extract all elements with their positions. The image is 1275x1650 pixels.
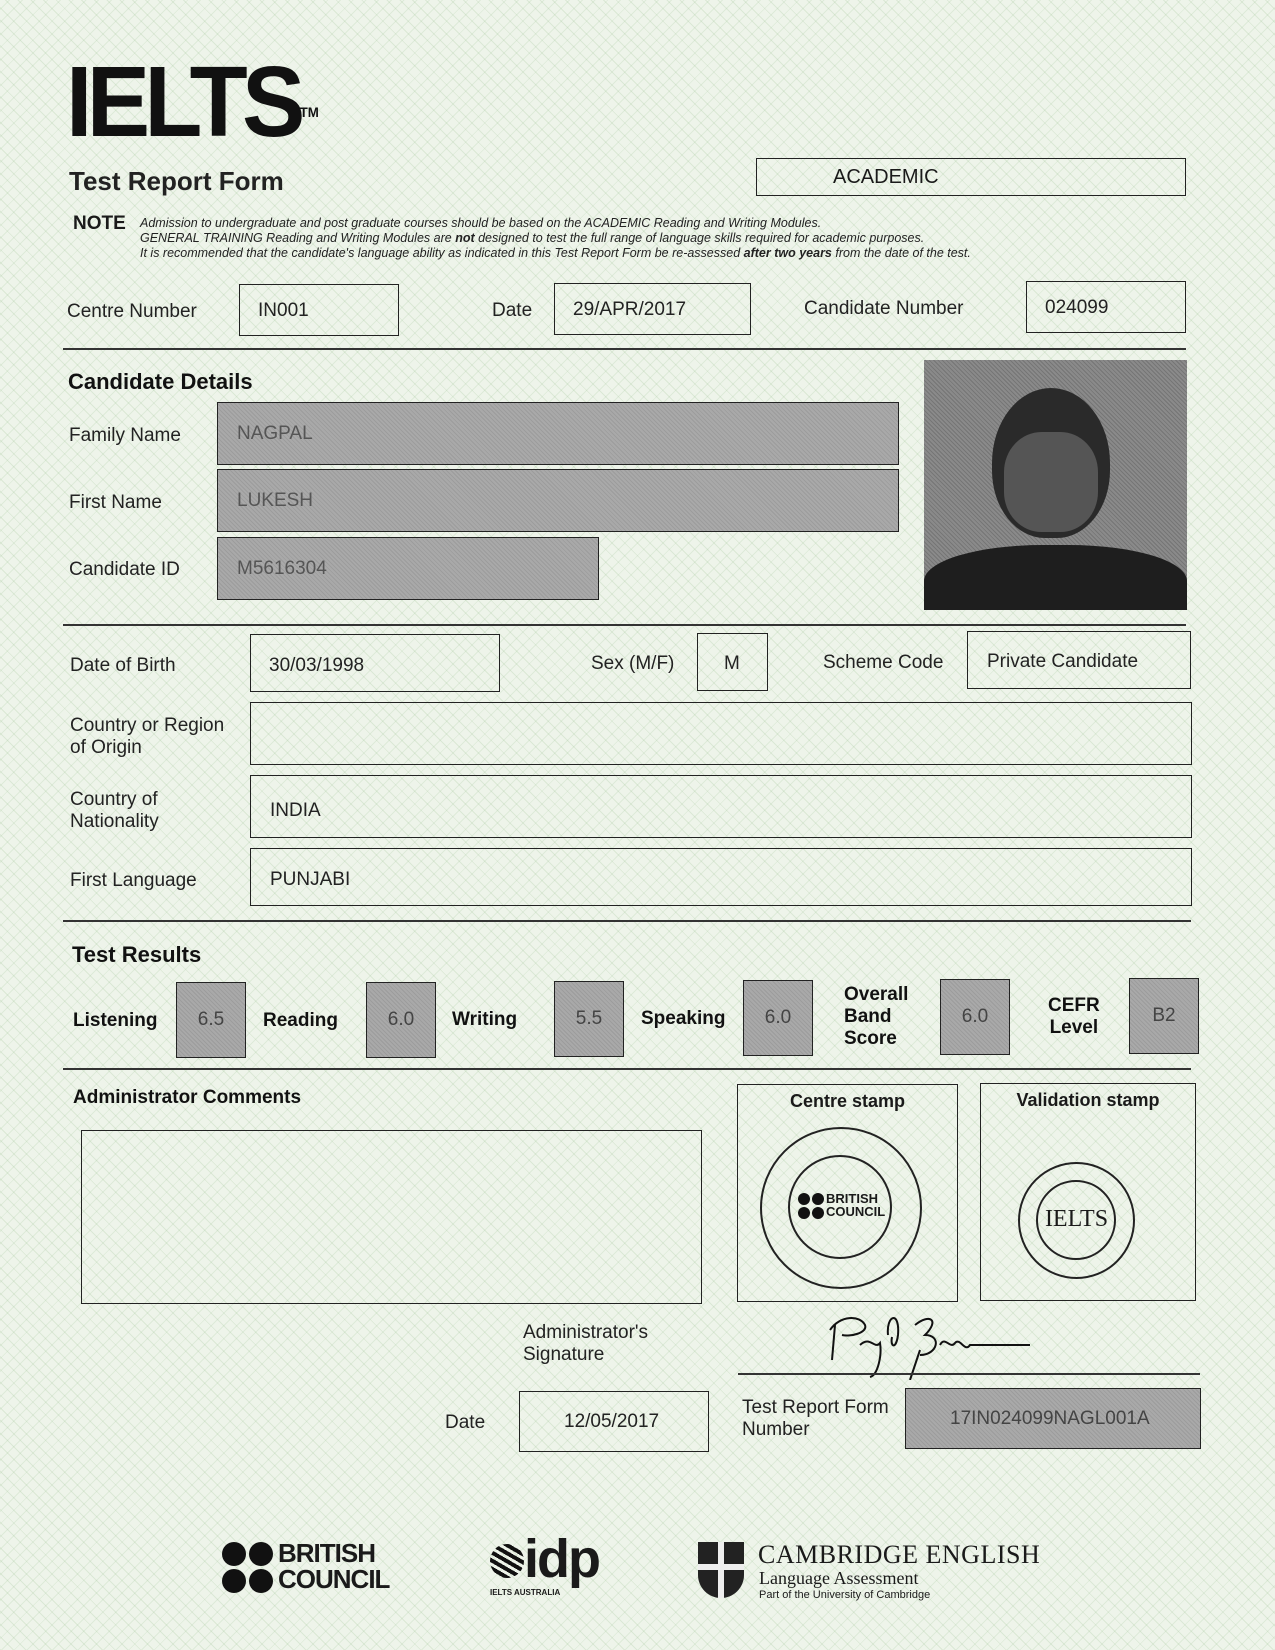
note-line-1: Admission to undergraduate and post graduate courses should be based on the ACADEMIC Reading and Writing Modules.: [140, 216, 822, 230]
candidate-id-label: Candidate ID: [69, 559, 180, 580]
idp-globe-icon: [490, 1544, 524, 1578]
overall-band-label: Overall Band Score: [844, 984, 909, 1049]
british-council-dots-icon: [222, 1542, 273, 1593]
admin-comments-box: [81, 1130, 702, 1304]
family-name-label: Family Name: [69, 425, 181, 446]
divider: [63, 1068, 1191, 1070]
centre-number-field: [239, 284, 399, 336]
origin-label: Country or Region of Origin: [70, 715, 225, 758]
dob-value: 30/03/1998: [269, 655, 365, 676]
trf-number-field: [905, 1388, 1201, 1449]
divider: [63, 348, 1186, 350]
note-label: NOTE: [73, 213, 126, 234]
first-language-value: PUNJABI: [270, 869, 351, 890]
candidate-number-value: 024099: [1045, 297, 1109, 318]
family-name-value: NAGPAL: [237, 423, 313, 444]
admin-signature-label: Administrator's Signature: [523, 1322, 649, 1365]
cefr-level-value: B2: [1129, 978, 1199, 1054]
test-results-title: Test Results: [72, 942, 202, 967]
divider: [63, 624, 1186, 626]
issue-date-label: Date: [445, 1412, 486, 1433]
issue-date-value: 12/05/2017: [564, 1411, 660, 1432]
admin-comments-title: Administrator Comments: [73, 1087, 302, 1108]
cambridge-logo: [698, 1540, 1078, 1602]
photo-face: [1004, 432, 1098, 532]
divider: [63, 920, 1191, 922]
centre-stamp-inner-text: BRITISH COUNCIL: [826, 1191, 886, 1219]
cambridge-crest-icon: [698, 1542, 744, 1598]
speaking-score: 6.0: [743, 980, 813, 1056]
photo-shoulders: [924, 545, 1187, 610]
form-title: Test Report Form: [69, 166, 284, 196]
trf-number-value: 17IN024099NAGL001A: [950, 1408, 1150, 1429]
nationality-label: Country of Nationality: [70, 789, 159, 832]
ielts-logo-text: IELTS: [66, 46, 300, 158]
nationality-value: INDIA: [270, 800, 321, 821]
sex-label: Sex (M/F): [591, 653, 675, 674]
first-name-field: [217, 469, 899, 532]
cambridge-subtitle: Language Assessment: [759, 1568, 919, 1588]
listening-label: Listening: [73, 1010, 158, 1031]
issue-date-field: [519, 1391, 709, 1452]
note-text: [140, 216, 1140, 261]
writing-label: Writing: [452, 1009, 518, 1030]
listening-score: 6.5: [176, 982, 246, 1058]
cefr-level-label: CEFR Level: [1048, 995, 1100, 1038]
test-date-field: [554, 283, 751, 335]
candidate-number-field: [1026, 281, 1186, 333]
british-council-logo: [222, 1540, 402, 1596]
cambridge-title: CAMBRIDGE ENGLISH: [758, 1540, 1041, 1569]
candidate-details-title: Candidate Details: [68, 369, 253, 394]
note-line-2: GENERAL TRAINING Reading and Writing Modules are not designed to test the full range of language skills required for academic purposes.: [140, 231, 925, 245]
writing-score: 5.5: [554, 981, 624, 1057]
sex-value: M: [724, 653, 740, 674]
cambridge-caption: Part of the University of Cambridge: [759, 1589, 931, 1601]
dob-field: [250, 634, 500, 692]
speaking-label: Speaking: [641, 1008, 726, 1029]
first-language-field: [250, 848, 1192, 906]
validation-stamp-title: Validation stamp: [1016, 1090, 1160, 1110]
centre-number-label: Centre Number: [67, 301, 197, 322]
centre-stamp-title: Centre stamp: [789, 1091, 906, 1111]
nationality-field: [250, 775, 1192, 838]
validation-stamp-box: [980, 1083, 1196, 1301]
centre-stamp-box: [737, 1084, 958, 1302]
idp-text: idp: [524, 1529, 599, 1589]
test-date-value: 29/APR/2017: [573, 299, 687, 320]
trf-number-label: Test Report Form Number: [742, 1397, 889, 1440]
module-value: ACADEMIC: [833, 166, 939, 188]
validation-stamp: [1018, 1162, 1135, 1279]
candidate-id-field: [217, 537, 599, 600]
british-council-text: BRITISH COUNCIL: [278, 1538, 390, 1594]
british-council-dots-icon: [798, 1193, 824, 1219]
reading-label: Reading: [263, 1010, 338, 1031]
admin-signature: [820, 1305, 1080, 1380]
idp-logo: [488, 1529, 618, 1600]
validation-stamp-inner-text: IELTS: [1044, 1206, 1109, 1232]
candidate-photo: [924, 360, 1187, 610]
first-language-label: First Language: [70, 870, 197, 891]
scheme-code-field: [967, 631, 1191, 689]
origin-field: [250, 702, 1192, 765]
centre-stamp: [760, 1127, 922, 1289]
sex-field: [697, 633, 768, 691]
idp-subtext: IELTS AUSTRALIA: [490, 1588, 561, 1597]
trademark: TM: [299, 104, 319, 120]
scheme-code-value: Private Candidate: [987, 651, 1139, 672]
centre-number-value: IN001: [258, 300, 309, 321]
first-name-label: First Name: [69, 492, 162, 513]
test-date-label: Date: [492, 300, 533, 321]
ielts-logo: [66, 46, 319, 158]
overall-band-score: 6.0: [940, 979, 1010, 1055]
scheme-code-label: Scheme Code: [823, 652, 944, 673]
candidate-id-value: M5616304: [237, 558, 327, 579]
first-name-value: LUKESH: [237, 490, 314, 511]
reading-score: 6.0: [366, 982, 436, 1058]
note-line-3: It is recommended that the candidate's language ability as indicated in this Test Report Form be re-assessed after two years from the date of the test.: [140, 246, 971, 260]
module-box: [756, 158, 1186, 196]
candidate-number-label: Candidate Number: [804, 298, 964, 319]
family-name-field: [217, 402, 899, 465]
dob-label: Date of Birth: [70, 655, 176, 676]
signature-line: [738, 1373, 1200, 1375]
